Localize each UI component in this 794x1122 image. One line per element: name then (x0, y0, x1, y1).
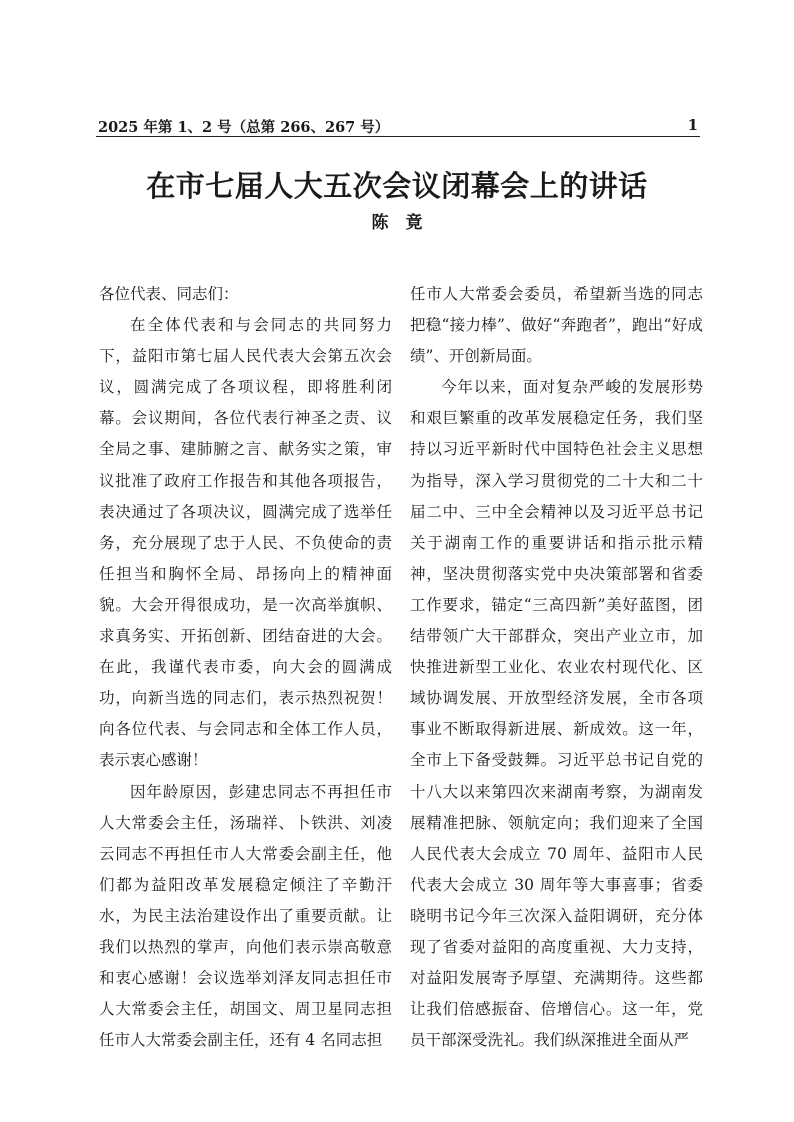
paragraph: 今年以来，面对复杂严峻的发展形势和艰巨繁重的改革发展稳定任务，我们坚持以习近平新时代中国特色社会主义思想为指导，深入学习贯彻党的二十大和二十届二中、三中全会精神以及习近平总书记关于湖南工作的重要讲话和指示批示精神，坚决贯彻落实党中央决策部署和省委工作要求，锚定“三高四新”美好蓝图，团结带领广大干部群众，突出产业立市，加快推进新型工业化、农业农村现代化、区域协调发展、开放型经济发展，全市各项事业不断取得新进展、新成效。这一年，全市上下备受鼓舞。习近平总书记自党的十八大以来第四次来湖南考察，为湖南发展精准把脉、领航定向；我们迎来了全国人民代表大会成立 70 周年、益阳市人民代表大会成立 30 周年等大事喜事；省委晓明书记今年三次深入益阳调研，充分体现了省委对益阳的高度重视、大力支持，对益阳发展寄予厚望、充满期待。这些都让我们倍感振奋、倍增信心。这一年，党员干部深受洗礼。我们纵深推进全面从严 (410, 378, 703, 1050)
issue-label: 2025 年第 1、2 号（总第 266、267 号） (98, 119, 390, 136)
paragraph: 因年龄原因，彭建忠同志不再担任市人大常委会主任，汤瑞祥、卜铁洪、刘凌云同志不再担任市人大常委会副主任，他们都为益阳改革发展稳定倾注了辛勤汗水，为民主法治建设作出了重要贡献。让我们以热烈的掌声，向他们表示崇高敬意和衷心感谢！会议选举刘泽友同志担任市人大常委会主任，胡国文、周卫星同志担任市人大常委会副主任，还有 4 名同志担 (99, 782, 392, 1050)
right-column (410, 279, 703, 1056)
paragraph-continued: 任市人大常委会委员，希望新当选的同志把稳“接力棒”、做好“奔跑者”，跑出“好成绩”、开创新局面。 (410, 285, 703, 366)
paragraph-salutation: 各位代表、同志们： (99, 285, 239, 303)
left-column (99, 279, 392, 1056)
article-author: 陈 竟 (371, 213, 423, 233)
page-number: 1 (687, 116, 698, 134)
header-rule (96, 136, 700, 137)
article-title: 在市七届人大五次会议闭幕会上的讲话 (146, 169, 648, 203)
paragraph: 在全体代表和与会同志的共同努力下，益阳市第七届人民代表大会第五次会议，圆满完成了各项议程，即将胜利闭幕。会议期间，各位代表行神圣之责、议全局之事、建肺腑之言、献务实之策，审议批准了政府工作报告和其他各项报告，表决通过了各项决议，圆满完成了选举任务，充分展现了忠于人民、不负使命的责任担当和胸怀全局、昂扬向上的精神面貌。大会开得很成功，是一次高举旗帜、求真务实、开拓创新、团结奋进的大会。在此，我谨代表市委，向大会的圆满成功，向新当选的同志们，表示热烈祝贺！向各位代表、与会同志和全体工作人员，表示衷心感谢！ (99, 316, 392, 770)
page-header (98, 116, 698, 138)
